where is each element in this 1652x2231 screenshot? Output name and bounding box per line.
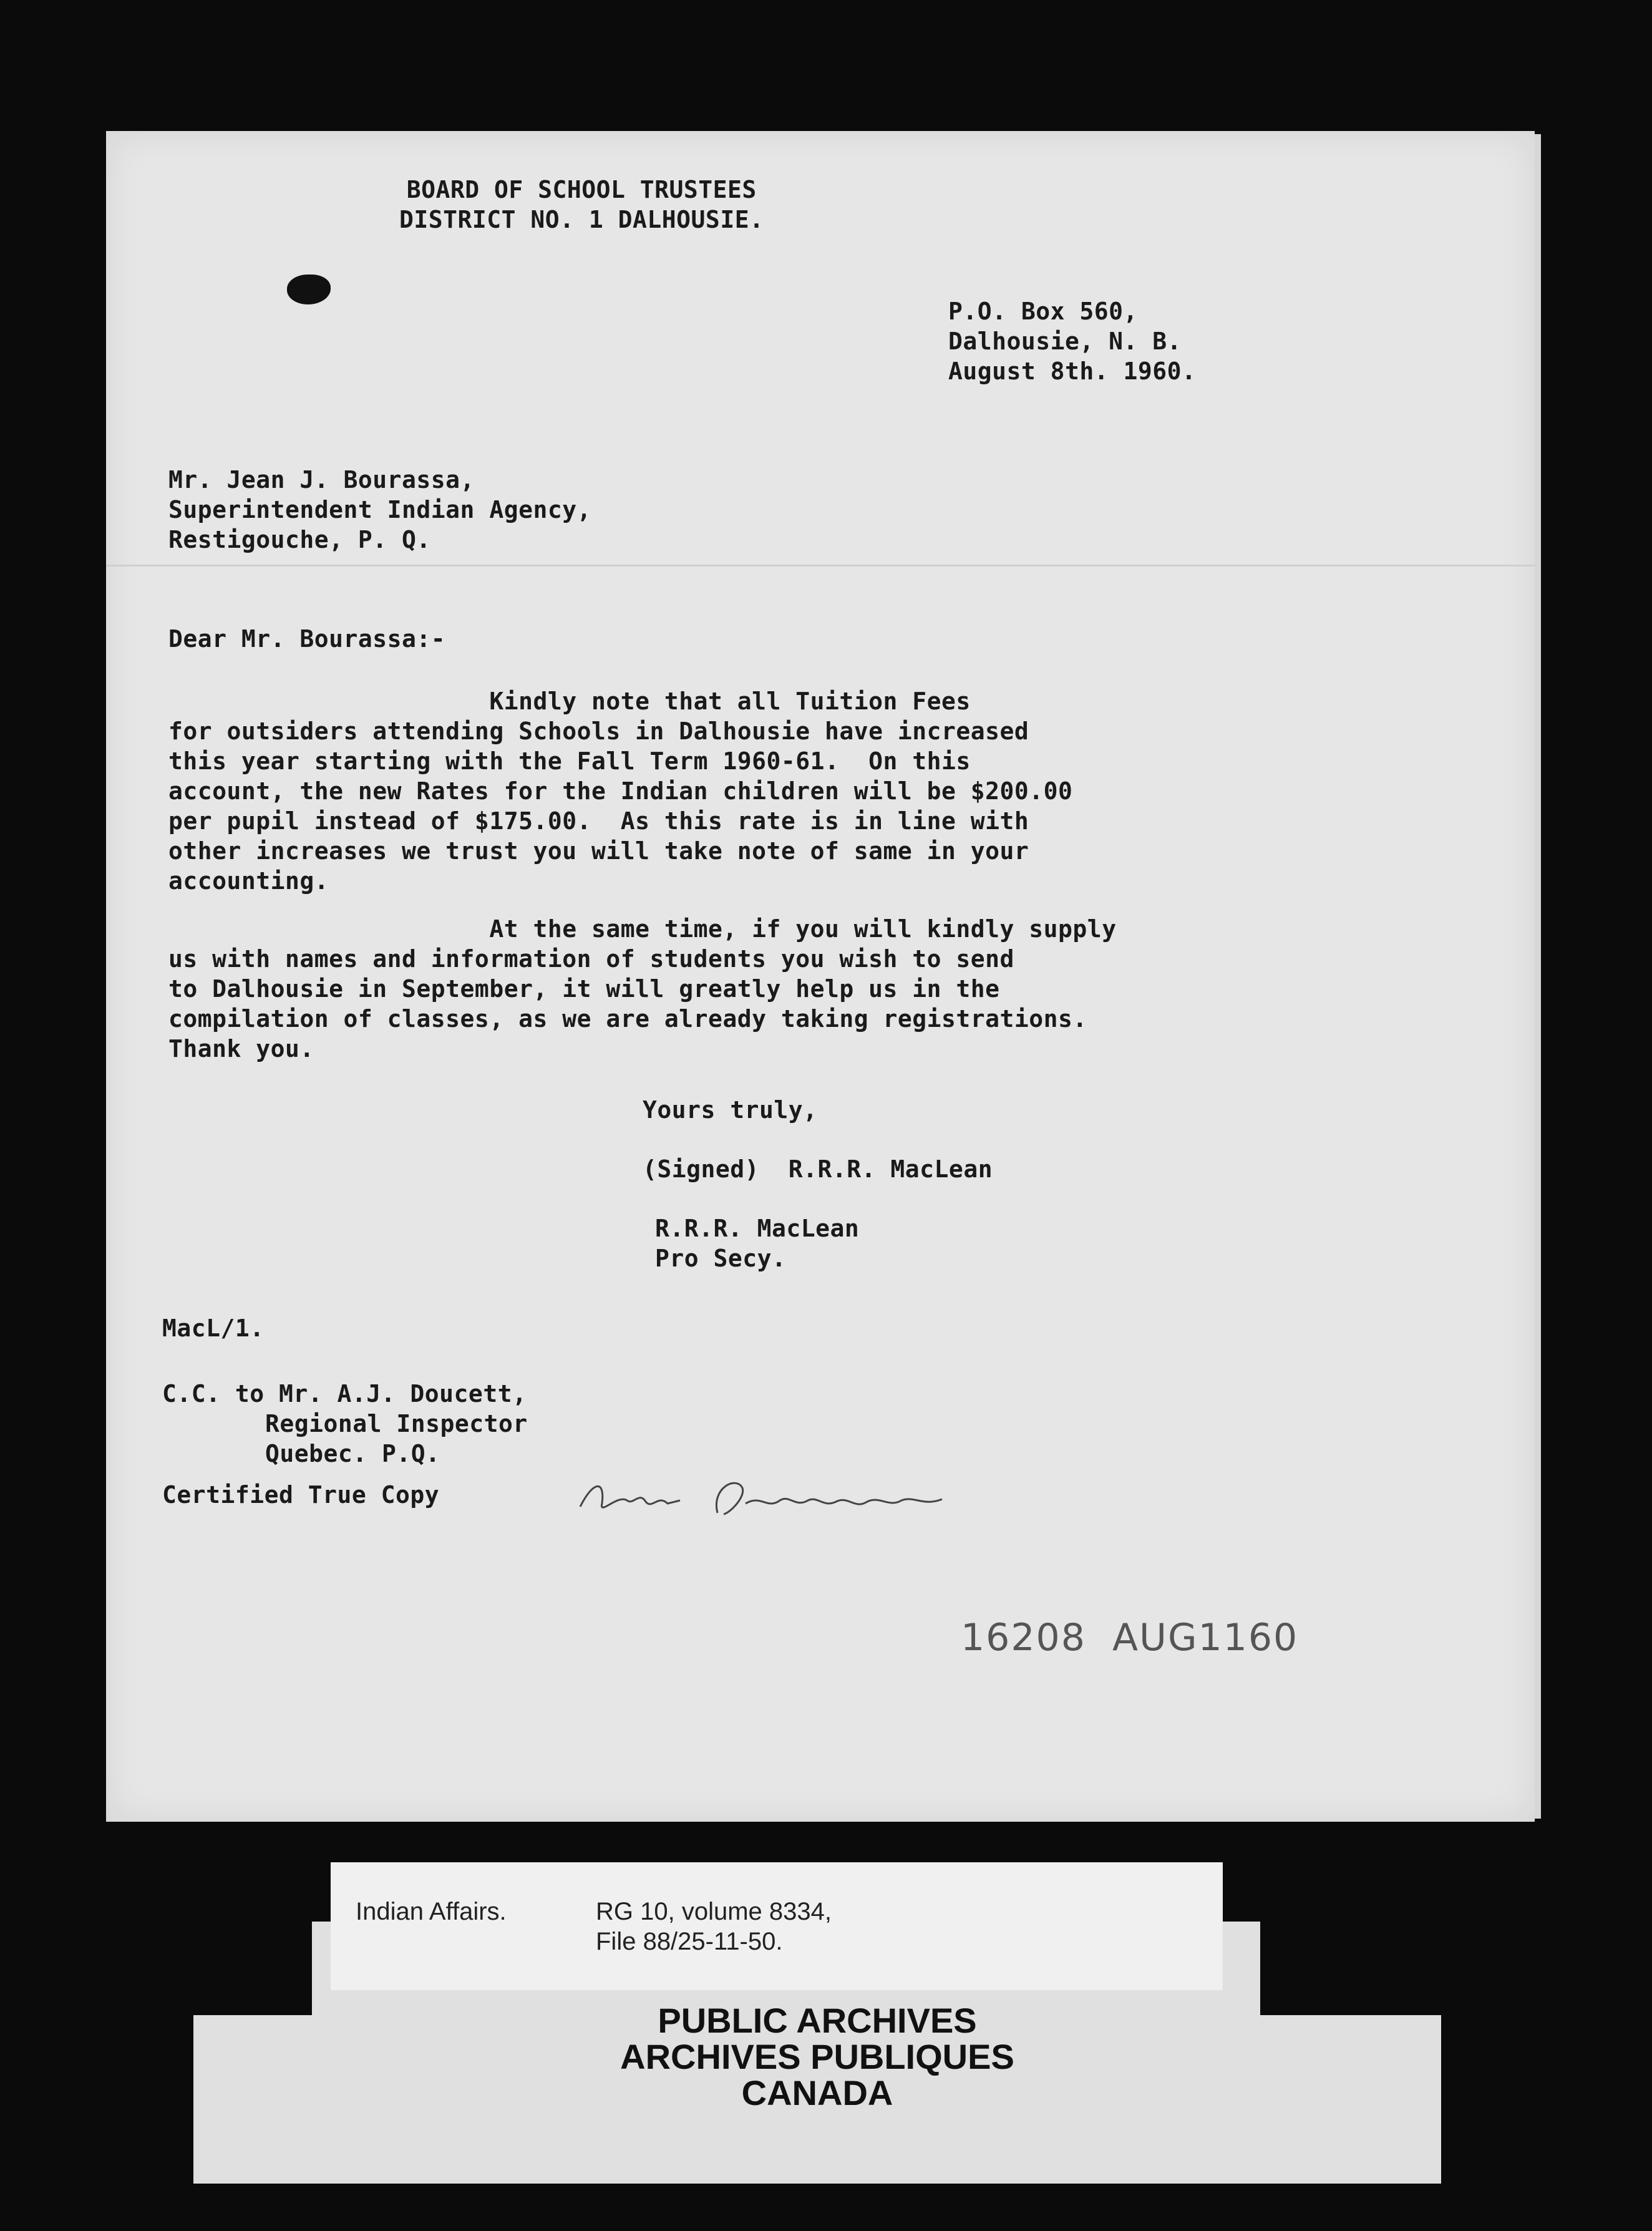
archive-department: Indian Affairs.: [356, 1898, 507, 1925]
certified-true-copy: Certified True Copy: [162, 1481, 440, 1509]
archive-title-line-2: ARCHIVES PUBLIQUES: [620, 2037, 1014, 2076]
signed-line: (Signed) R.R.R. MacLean: [643, 1155, 993, 1183]
signature-block: [655, 1213, 859, 1273]
reference-initials: MacL/1.: [162, 1315, 265, 1342]
archive-title: [374, 2003, 1260, 2111]
closing: Yours truly,: [643, 1096, 818, 1124]
handwritten-signature: [574, 1469, 961, 1525]
archive-card-notch-left: [193, 1922, 312, 2015]
archive-card-notch-right: [1260, 1922, 1441, 2015]
recipient-line-1: Mr. Jean J. Bourassa,: [168, 466, 475, 493]
letterhead-line-1: BOARD OF SCHOOL TRUSTEES: [406, 176, 757, 203]
signatory-name: R.R.R. MacLean: [655, 1215, 860, 1242]
salutation: Dear Mr. Bourassa:-: [168, 625, 446, 653]
cc-line-1: C.C. to Mr. A.J. Doucett,: [162, 1380, 527, 1407]
archive-title-line-3: CANADA: [741, 2073, 893, 2112]
archive-reference-line-2: File 88/25-11-50.: [596, 1928, 783, 1955]
archive-title-line-1: PUBLIC ARCHIVES: [658, 2001, 977, 2040]
signatory-title: Pro Secy.: [655, 1245, 787, 1272]
sender-address-line-2: Dalhousie, N. B.: [948, 328, 1182, 355]
archive-reference-line-1: RG 10, volume 8334,: [596, 1898, 832, 1925]
recipient-line-3: Restigouche, P. Q.: [168, 526, 431, 553]
cc-line-3: Quebec. P.Q.: [265, 1440, 440, 1467]
body-paragraph-1: Kindly note that all Tuition Fees for outsiders attending Schools in Dalhousie have increased this year starting with the Fall Term 1960-61. On this account, the new Rates for the Indian children will be $200.00 per pupil instead of $175.00. As this rate is in line with other increases we trust you will take note of same in your accounting.: [168, 688, 1073, 895]
sender-address: [948, 296, 1196, 386]
carbon-copy-block: [162, 1379, 528, 1469]
sender-address-line-1: P.O. Box 560,: [948, 298, 1138, 325]
recipient-address: [168, 465, 591, 555]
punch-hole: [287, 275, 331, 304]
body-paragraph-2: At the same time, if you will kindly supply us with names and information of students you wish to send to Dalhousie in September, it will greatly help us in the compilation of classes, as we are already taking registrations. Thank you.: [168, 915, 1117, 1062]
letterhead: [399, 175, 764, 235]
archive-reference: [596, 1897, 832, 1956]
cc-line-2: Regional Inspector: [265, 1410, 528, 1437]
letter-date: August 8th. 1960.: [948, 357, 1197, 385]
letterhead-line-2: DISTRICT NO. 1 DALHOUSIE.: [399, 206, 764, 233]
registry-stamp: 16208 AUG1160: [961, 1616, 1299, 1660]
fold-line: [106, 565, 1535, 566]
recipient-line-2: Superintendent Indian Agency,: [168, 496, 591, 523]
